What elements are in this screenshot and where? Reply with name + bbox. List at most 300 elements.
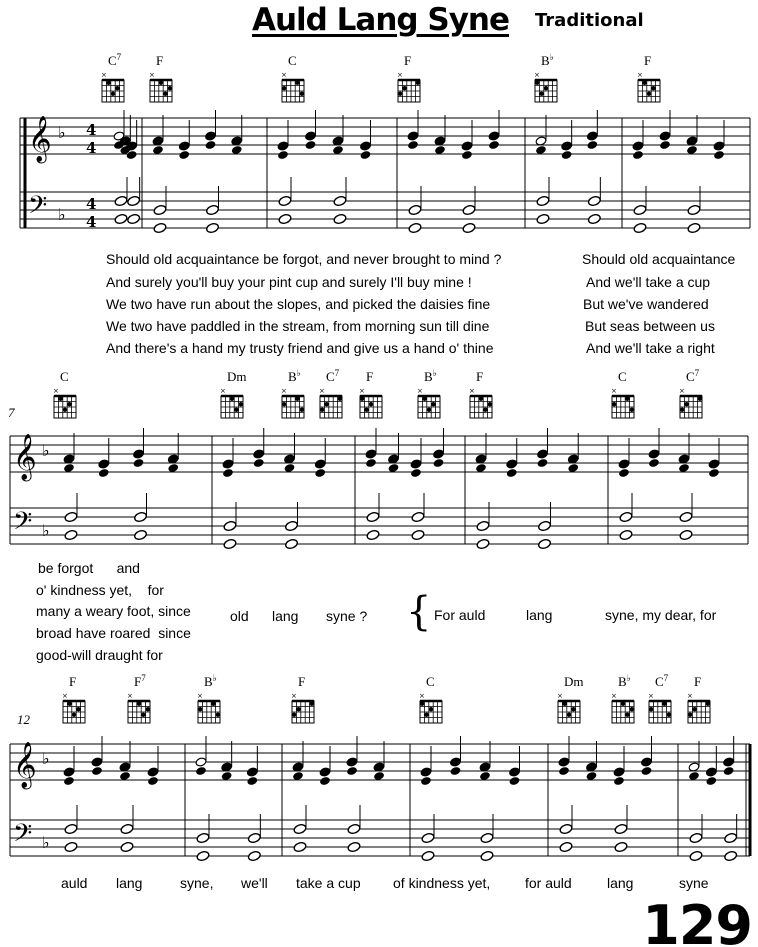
bass-note-head [127,213,141,225]
bass-note-head [614,823,628,835]
lyric-for-auld: For auld [434,607,486,623]
finger-dot [649,707,653,711]
bass-note-head [614,841,628,853]
note-head [360,141,372,151]
finger-dot [431,402,435,406]
note-head [277,150,289,160]
note-head [618,468,630,478]
note-head [641,757,653,767]
note-head [346,766,358,776]
note-head [586,131,598,141]
finger-dot [612,402,616,406]
note-head [705,776,717,786]
finger-dot [688,713,692,717]
bass-note-head [284,538,298,550]
note-head [195,757,207,767]
muted-string-marker: × [62,692,68,700]
finger-dot [539,92,543,96]
note-head [195,766,207,776]
chorus-word: take a cup [296,875,361,891]
finger-dot [63,408,67,412]
muted-string-marker: × [127,692,133,700]
note-head [537,458,549,468]
chord-name: F [156,53,164,68]
bass-note-head [689,832,703,844]
finger-dot [562,702,566,706]
muted-string-marker: × [359,387,365,395]
note-head [178,150,190,160]
chord-name: F [298,674,306,689]
bass-note-head [114,213,128,225]
chord-name: B♭ [288,368,301,384]
key-flat-icon: ♭ [42,441,50,460]
bass-note-head [536,213,550,225]
chord-name: C [60,369,69,384]
note-head [488,140,500,150]
note-head [305,131,317,141]
lyric-lang-2: lang [526,607,553,623]
muted-string-marker: × [469,387,475,395]
bass-clef-icon: 𝄢 [13,507,33,542]
note-head [314,468,326,478]
finger-dot [295,397,299,401]
bass-note-head [679,529,693,541]
bass-note-head [408,204,422,216]
note-head [659,131,671,141]
chord-name: Dm [564,674,584,689]
finger-dot [58,397,62,401]
note-head [98,468,110,478]
muted-string-marker: × [419,692,425,700]
finger-dot [338,397,342,401]
finger-dot [72,713,76,717]
bass-note-head [587,195,601,207]
bass-note-head [293,841,307,853]
finger-dot [76,707,80,711]
chord-name: C [426,674,435,689]
muted-string-marker: × [687,692,693,700]
bass-note-head [619,511,633,523]
bass-note-head [223,520,237,532]
bass-note-head [64,823,78,835]
finger-dot [625,397,629,401]
muted-string-marker: × [557,692,563,700]
muted-string-marker: × [611,387,617,395]
note-head [618,459,630,469]
chord-name: C [288,53,297,68]
note-head [506,468,518,478]
verse-5-line: And there's a hand my trusty friend and give us a hand o' thine [106,340,494,356]
finger-dot [662,702,666,706]
verse-3-line: We two have run about the slopes, and picked the daisies fine [106,296,491,312]
verse-5-line-end: And we'll take a right [586,340,715,356]
muted-string-marker: × [281,71,287,79]
finger-dot [544,86,548,90]
finger-dot [422,397,426,401]
verse-4-line-end: But seas between us [585,318,715,334]
chord-name: $C^7$ [108,52,122,68]
note-head [723,766,735,776]
bass-note-head [196,832,210,844]
bass-note-head [333,195,347,207]
note-head [648,449,660,459]
muted-string-marker: × [281,387,287,395]
note-head [641,766,653,776]
bass-note-head [619,529,633,541]
verse-2-line-end: And we'll take a cup [586,274,711,290]
finger-dot [369,402,373,406]
bass-note-head [133,511,147,523]
finger-dot [402,86,406,90]
note-head [314,459,326,469]
note-head [410,459,422,469]
finger-dot [416,81,420,85]
note-head [246,776,258,786]
bass-note-head [196,850,210,862]
bass-note-head [480,832,494,844]
finger-dot [651,86,655,90]
note-head [613,767,625,777]
chord-name: F [404,53,412,68]
note-head [222,459,234,469]
muted-string-marker: × [53,387,59,395]
bass-note-head [247,832,261,844]
finger-dot [667,713,671,717]
chord-name: B♭ [424,368,437,384]
note-head [365,458,377,468]
finger-dot [398,92,402,96]
measure-number: 12 [17,712,30,727]
finger-dot [429,707,433,711]
bass-note-head [293,823,307,835]
chord-name: $C^7$ [655,673,669,689]
note-head [407,140,419,150]
bass-note-head [689,850,703,862]
note-head [253,449,265,459]
note-head [659,140,671,150]
finger-dot [115,86,119,90]
treble-clef-icon: 𝄞 [13,434,37,480]
note-head [723,757,735,767]
time-signature: 4 [86,195,97,213]
verse-1-line-end: Should old acquaintance [582,251,736,267]
note-head [558,757,570,767]
chorus-word: syne [679,875,709,891]
note-head [558,766,570,776]
bass-note-head [223,538,237,550]
note-head [133,449,145,459]
note-head [63,767,75,777]
time-signature: 4 [86,121,97,139]
finger-dot [300,92,304,96]
note-head [461,150,473,160]
note-head [509,776,521,786]
note-head [713,141,725,151]
finger-dot [310,702,314,706]
bass-note-head [476,520,490,532]
verse-1-line: Should old acquaintance be forgot, and never brought to mind ? [106,251,502,267]
bass-note-head [64,841,78,853]
note-head [91,766,103,776]
verse-brace: { [406,589,432,635]
muted-string-marker: × [534,71,540,79]
note-head [147,776,159,786]
verse-4-line: We two have paddled in the stream, from morning sun till dine [106,318,490,334]
muted-string-marker: × [648,692,654,700]
finger-dot [483,408,487,412]
composer-credit: Traditional [535,10,644,31]
note-head [98,459,110,469]
finger-dot [567,713,571,717]
note-head [561,150,573,160]
bass-note-head [347,823,361,835]
finger-dot [535,81,539,85]
note-head [713,150,725,160]
chord-name: $C^7$ [326,368,340,384]
chord-name: Dm [227,369,247,384]
note-head [305,140,317,150]
chord-name: B♭ [618,673,631,689]
finger-dot [106,81,110,85]
muted-string-marker: × [220,387,226,395]
note-head [488,131,500,141]
note-head [450,766,462,776]
note-head [277,141,289,151]
note-head [319,767,331,777]
verse-5-continued: good-will draught for [36,647,163,663]
note-head [253,458,265,468]
note-head [433,458,445,468]
finger-dot [163,92,167,96]
note-head [632,141,644,151]
bass-note-head [366,511,380,523]
bass-note-head [114,195,128,207]
note-head [509,767,521,777]
note-head [365,449,377,459]
bass-note-head [421,832,435,844]
bass-note-head [679,511,693,523]
note-head [433,449,445,459]
note-head [407,131,419,141]
chord-name: F [476,369,484,384]
time-signature: 4 [86,139,97,157]
bass-note-head [366,529,380,541]
finger-dot [67,402,71,406]
finger-dot [230,397,234,401]
note-head [205,140,217,150]
bass-note-head [687,222,701,234]
bass-note-head [537,538,551,550]
muted-string-marker: × [197,692,203,700]
bass-note-head [462,222,476,234]
treble-clef-icon: 𝄞 [13,742,37,788]
finger-dot [427,408,431,412]
finger-dot [479,397,483,401]
note-head [246,767,258,777]
lyric-syne: syne ? [326,608,368,624]
bass-clef-icon: 𝄢 [28,191,48,226]
bass-note-head [421,850,435,862]
bass-note-head [559,841,573,853]
bass-note-head [247,850,261,862]
finger-dot [211,702,215,706]
bass-note-head [408,222,422,234]
note-head [178,141,190,151]
finger-dot [198,707,202,711]
chord-name: $F^7$ [134,673,146,689]
note-head [360,150,372,160]
finger-dot [625,713,629,717]
key-flat-icon: ♭ [58,123,66,142]
key-flat-icon: ♭ [42,833,50,852]
note-head [222,468,234,478]
muted-string-marker: × [417,387,423,395]
finger-dot [111,92,115,96]
lyric-old: old [230,608,249,624]
finger-dot [647,92,651,96]
chorus-word: syne, [180,875,214,891]
bass-note-head [687,204,701,216]
note-head [205,131,217,141]
bass-note-head [462,204,476,216]
bass-note-head [64,511,78,523]
finger-dot [698,397,702,401]
finger-dot [295,81,299,85]
bass-note-head [724,850,738,862]
finger-dot [296,707,300,711]
bass-note-head [133,529,147,541]
note-head [346,757,358,767]
note-head [147,767,159,777]
finger-dot [137,702,141,706]
finger-dot [692,707,696,711]
chord-name: B♭ [204,673,217,689]
note-head [461,141,473,151]
finger-dot [420,702,424,706]
bass-note-head [127,195,141,207]
verse-3-line-end: But we've wandered [583,296,709,312]
bass-note-head [411,529,425,541]
bass-note-head [559,823,573,835]
note-head [410,468,422,478]
muted-string-marker: × [291,692,297,700]
bass-note-head [587,213,601,225]
chord-name: B♭ [541,52,554,68]
finger-dot [684,402,688,406]
bass-note-head [153,204,167,216]
note-head [708,459,720,469]
verse-4-continued: broad have roared since [36,625,191,641]
finger-dot [168,86,172,90]
finger-dot [320,408,324,412]
finger-dot [424,713,428,717]
muted-string-marker: × [637,71,643,79]
treble-clef-icon: 𝄞 [28,116,52,162]
muted-string-marker: × [319,387,325,395]
muted-string-marker: × [397,71,403,79]
finger-dot [300,408,304,412]
bass-note-head [347,841,361,853]
finger-dot [364,408,368,412]
finger-dot [146,707,150,711]
note-head [632,150,644,160]
bass-note-head [537,520,551,532]
finger-dot [216,713,220,717]
bass-note-head [278,195,292,207]
bass-note-head [633,204,647,216]
chord-name: F [69,674,77,689]
finger-dot [159,81,163,85]
lyric-syne-my-dear: syne, my dear, for [605,607,717,623]
note-head [561,141,573,151]
chord-name: F [694,674,702,689]
bass-note-head [120,841,134,853]
key-flat-icon: ♭ [42,749,50,768]
finger-dot [680,408,684,412]
muted-string-marker: × [679,387,685,395]
bass-note-head [278,213,292,225]
note-head [708,468,720,478]
finger-dot [642,81,646,85]
time-signature: 4 [86,213,97,231]
note-head [613,776,625,786]
bass-note-head [205,222,219,234]
chorus-word: of kindness yet, [393,875,491,891]
chorus-word: we'll [241,875,268,891]
finger-dot [282,402,286,406]
finger-dot [621,702,625,706]
chord-name: F [644,53,652,68]
bass-note-head [284,520,298,532]
finger-dot [67,702,71,706]
note-head [450,757,462,767]
chord-name: $C^7$ [686,368,700,384]
bass-note-head [411,511,425,523]
bass-note-head [153,222,167,234]
note-head [420,767,432,777]
verse-2-line: And surely you'll buy your pint cup and surely I'll buy mine ! [106,274,472,290]
key-flat-icon: ♭ [42,521,50,540]
chorus-word: for auld [525,875,572,891]
bass-note-head [476,538,490,550]
chorus-word: lang [116,875,143,891]
note-head [420,776,432,786]
bass-note-head [633,222,647,234]
bass-note-head [333,213,347,225]
verse-3-continued: many a weary foot, since [36,603,191,619]
finger-dot [239,402,243,406]
chord-name: C [618,369,627,384]
finger-dot [706,702,710,706]
page-number: 129 [642,894,752,947]
note-head [537,449,549,459]
lyric-lang: lang [272,608,299,624]
note-head [319,776,331,786]
bass-note-head [480,850,494,862]
bass-note-head [724,832,738,844]
chorus-word: lang [607,875,634,891]
bass-note-head [64,529,78,541]
verse-1-continued: be forgot and [38,560,140,576]
finger-dot [630,707,634,711]
finger-dot [141,713,145,717]
muted-string-marker: × [149,71,155,79]
measure-number: 7 [8,405,15,420]
finger-dot [234,408,238,412]
finger-dot [282,86,286,90]
chord-name: F [366,369,374,384]
note-head [506,459,518,469]
